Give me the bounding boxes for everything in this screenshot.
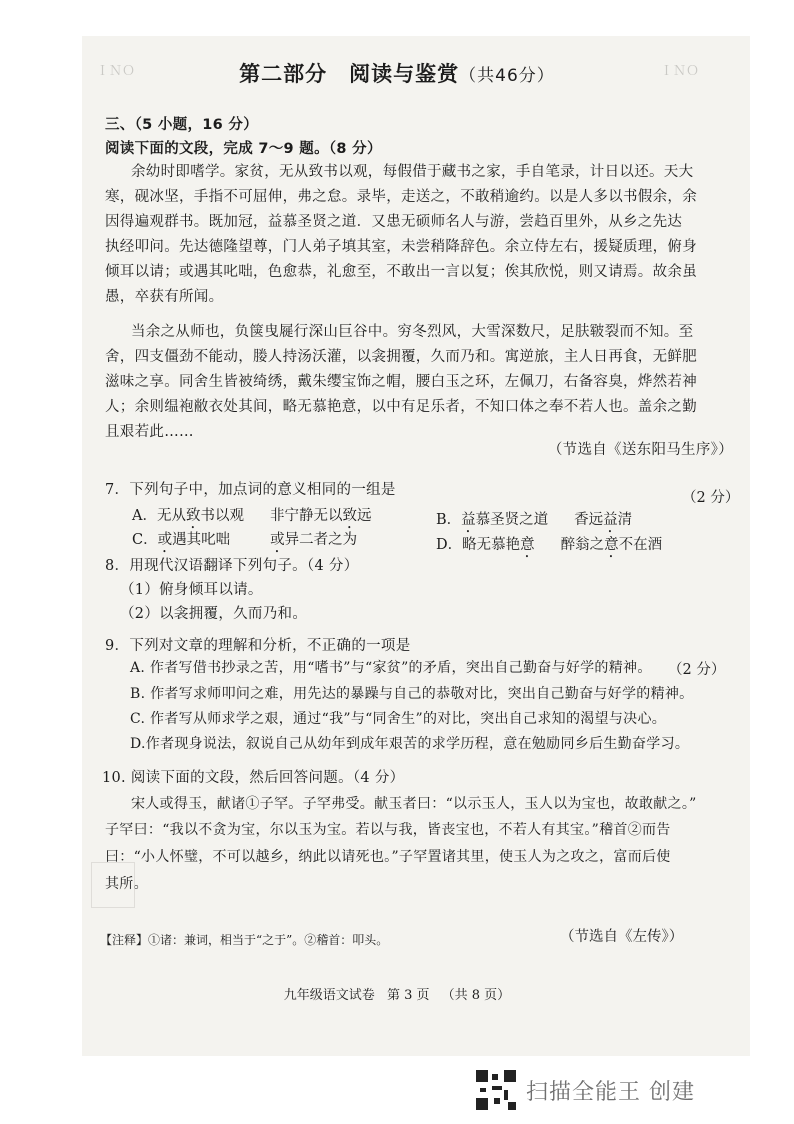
q7-option-b: B．益慕圣贤之道 香远益清 (436, 512, 633, 528)
bleed-through: ＩＮＯ (660, 64, 700, 79)
passage-line: 因得遍观群书。既加冠，益慕圣贤之道．又患无硕师名人与游，尝趋百里外，从乡之先达 (105, 214, 683, 230)
q9-stem: 9．下列对文章的理解和分析，不正确的一项是 (105, 638, 411, 654)
q10-note: 【注释】①诸：兼词，相当于“之于”。②稽首：叩头。 (100, 933, 389, 947)
passage-instruction: 阅读下面的文段，完成 7～9 题。（8 分） (105, 141, 382, 157)
q9-option-d: D.作者现身说法，叙说自己从幼年到成年艰苦的求学历程，意在勉励同乡后生勤奋学习。 (130, 736, 690, 752)
q9-option-a: A. 作者写借书抄录之苦，用“嗜书”与“家贫”的矛盾，突出自己勤奋与好学的精神。 (130, 660, 652, 676)
passage-line: 余幼时即嗜学。家贫，无从致书以观，每假借于藏书之家，手自笔录，计日以还。天大 (131, 164, 694, 180)
passage-line: 愚，卒获有所闻。 (105, 289, 224, 305)
q8-stem: 8．用现代汉语翻译下列句子。（4 分） (105, 558, 359, 574)
q8-item: （1）俯身倾耳以请。 (120, 582, 263, 598)
bleed-through: ＩＮＯ (96, 64, 136, 79)
scanner-watermark (474, 1068, 695, 1112)
q10-passage-line: 其所。 (105, 876, 148, 892)
q7-option-c: C．或遇其叱咄 或异二者之为 (132, 532, 358, 548)
q10-passage-line: 子罕曰：“我以不贪为宝，尔以玉为宝。若以与我，皆丧宝也，不若人有其宝。”稽首②而告 (105, 822, 671, 838)
q10-source: （节选自《左传》） (560, 929, 684, 945)
passage-source: （节选自《送东阳马生序》） (547, 442, 733, 458)
q9-option-b: B. 作者写求师叩问之难，用先达的暴躁与自己的恭敬对比，突出自己勤奋与好学的精神。 (130, 686, 694, 702)
passage-line: 当余之从师也，负箧曳屣行深山巨谷中。穷冬烈风，大雪深数尺，足肤皲裂而不知。至 (131, 324, 694, 340)
q10-passage-line: 曰：“小人怀璧，不可以越乡，纳此以请死也。”子罕置诸其里，使玉人为之攻之，富而后使 (105, 849, 671, 865)
page-footer (0, 984, 794, 1003)
q7-points: （2 分） (682, 490, 740, 506)
q10-passage-line: 宋人或得玉，献诸①子罕。子罕弗受。献玉者曰：“以示玉人，玉人以为宝也，故敢献之。” (131, 796, 697, 812)
footer-total: （共 8 页） (441, 988, 511, 1003)
footer-page: 第 3 页 (386, 988, 430, 1003)
passage-line: 滋味之享。同舍生皆被绮绣，戴朱缨宝饰之帽，腰白玉之环，左佩刀，右备容臭，烨然若神 (105, 374, 697, 390)
section-title: 第二部分 阅读与鉴赏（共46分） (239, 62, 555, 86)
faint-stamp (91, 862, 135, 908)
watermark-text: 扫描全能王 创建 (526, 1079, 695, 1105)
footer-paper: 九年级语文试卷 (283, 988, 375, 1003)
passage-line: 人；余则缊袍敝衣处其间，略无慕艳意，以中有足乐者，不知口体之奉不若人也。盖余之勤 (105, 399, 697, 415)
qr-code-icon (474, 1068, 518, 1112)
q9-points: （2 分） (668, 662, 726, 678)
passage-line: 寒，砚冰坚，手指不可屈伸，弗之怠。录毕，走送之，不敢稍逾约。以是人多以书假余，余 (105, 189, 697, 205)
passage-line: 倾耳以请；或遇其叱咄，色愈恭，礼愈至，不敢出一言以复；俟其欣悦，则又请焉。故余虽 (105, 264, 697, 280)
q7-option-d: D．略无慕艳意 醉翁之意不在酒 (436, 537, 663, 553)
passage-line: 舍，四支僵劲不能动，媵人持汤沃灌，以衾拥覆，久而乃和。寓逆旅，主人日再食，无鲜肥 (105, 349, 697, 365)
part3-heading: 三、（5 小题，16 分） (105, 117, 259, 133)
q7-option-a: A．无从致书以观 非宁静无以致远 (132, 508, 372, 524)
q10-stem: 10. 阅读下面的文段，然后回答问题。（4 分） (102, 770, 405, 786)
q7-stem: 7．下列句子中，加点词的意义相同的一组是 (105, 482, 396, 498)
passage-line: 执经叩问。先达德隆望尊，门人弟子填其室，未尝稍降辞色。余立侍左右，援疑质理，俯身 (105, 239, 697, 255)
passage-line: 且艰若此…… (105, 424, 194, 440)
q9-option-c: C. 作者写从师求学之艰，通过“我”与“同舍生”的对比，突出自己求知的渴望与决心。 (130, 711, 667, 727)
q8-item: （2）以衾拥覆，久而乃和。 (120, 606, 308, 622)
